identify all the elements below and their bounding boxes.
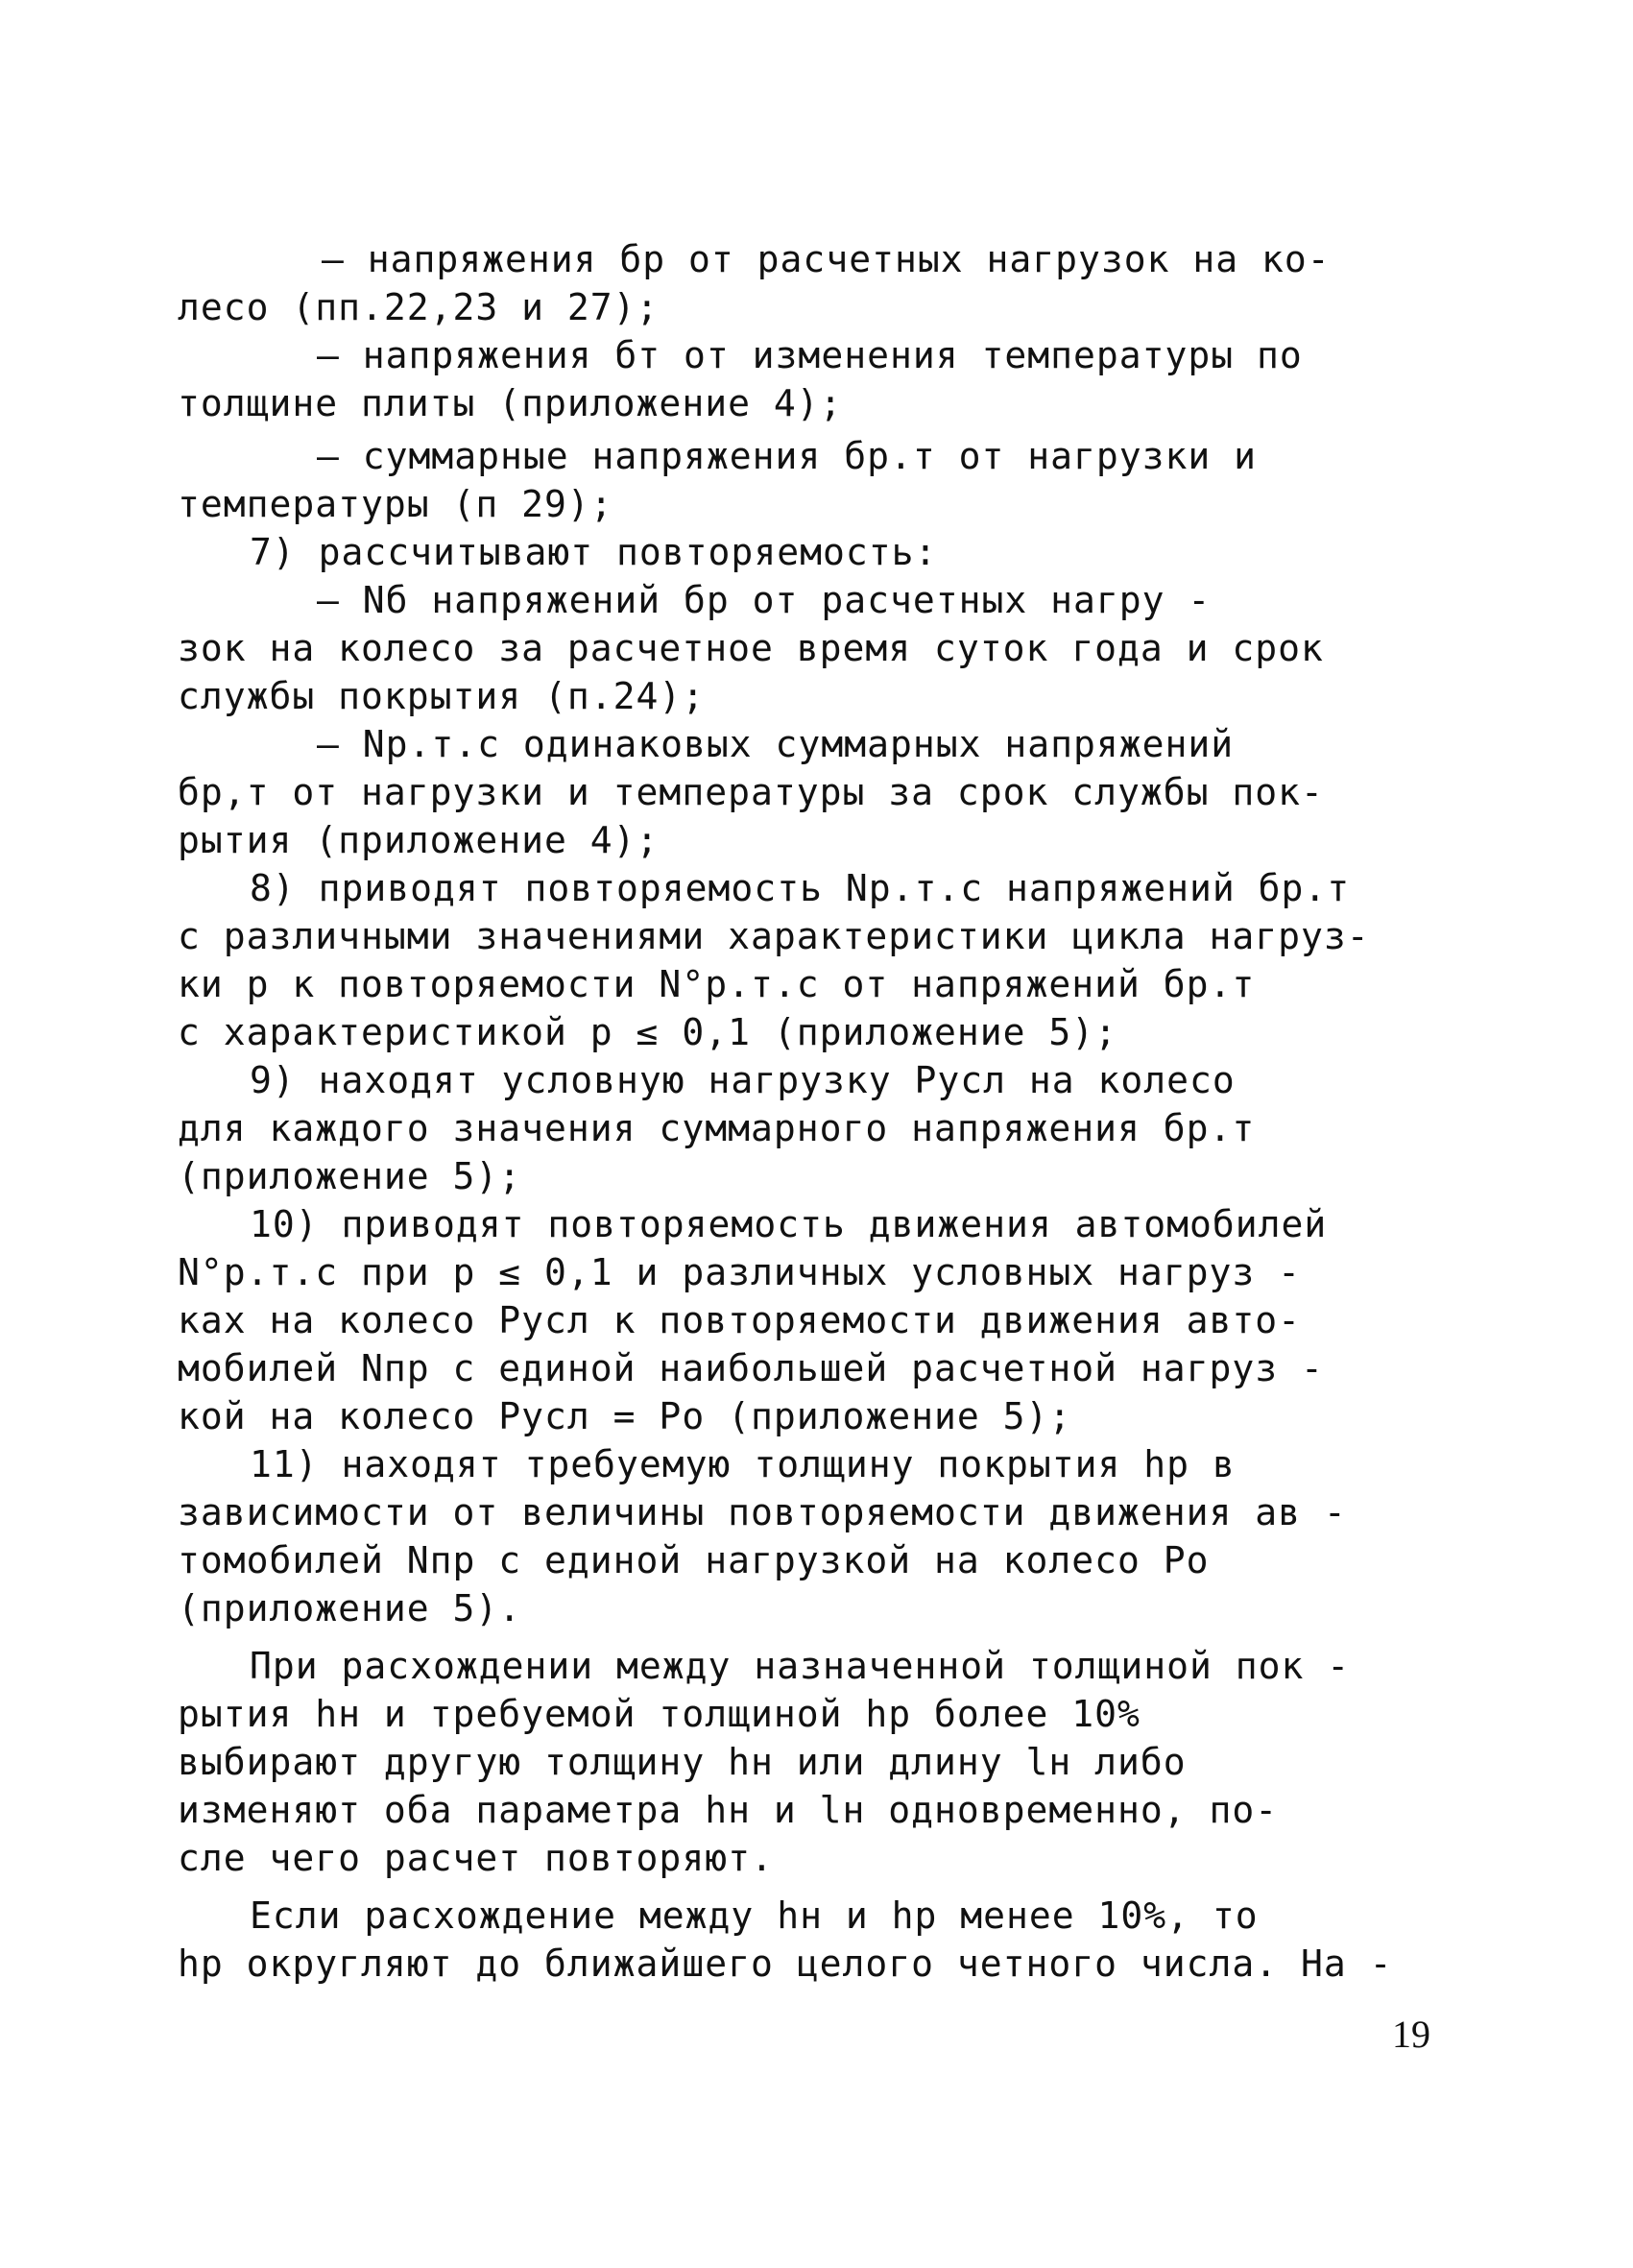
text-line: 9) находят условную нагрузку Русл на колесо <box>250 1059 1236 1101</box>
text-line: При расхождении между назначенной толщиной пок - <box>250 1645 1351 1687</box>
text-line: Если расхождение между hн и hр менее 10%, то <box>250 1894 1259 1937</box>
text-line: томобилей Nпр с единой нагрузкой на колесо Ро <box>178 1539 1210 1581</box>
text-line: с характеристикой р ≤ 0,1 (приложение 5); <box>178 1011 1117 1053</box>
text-line: зок на колесо за расчетное время суток года и срок <box>178 627 1324 669</box>
text-line: – Nб напряжений бр от расчетных нагру - <box>317 579 1212 621</box>
text-line: мобилей Nпр с единой наибольшей расчетной нагруз - <box>178 1347 1324 1389</box>
text-line: (приложение 5). <box>178 1587 522 1629</box>
text-line: – напряжения бр от расчетных нагрузок на ко- <box>322 238 1331 280</box>
text-line: лесо (пп.22,23 и 27); <box>178 286 660 328</box>
text-line: рытия (приложение 4); <box>178 819 660 861</box>
text-line: с различными значениями характеристики цикла нагруз- <box>178 915 1370 957</box>
text-line: ки р к повторяемости N°р.т.с от напряжений бр.т <box>178 963 1256 1005</box>
text-line: изменяют оба параметра hн и lн одновременно, по- <box>178 1789 1279 1831</box>
text-line: – Nр.т.с одинаковых суммарных напряжений <box>317 723 1235 765</box>
text-line: N°р.т.с при р ≤ 0,1 и различных условных нагруз - <box>178 1251 1302 1293</box>
text-line: температуры (п 29); <box>178 483 613 525</box>
text-line: выбирают другую толщину hн или длину lн либо <box>178 1741 1187 1783</box>
text-line: службы покрытия (п.24); <box>178 675 706 717</box>
text-line: 10) приводят повторяемость движения автомобилей <box>250 1203 1328 1245</box>
text-line: ках на колесо Русл к повторяемости движения авто- <box>178 1299 1302 1341</box>
text-line: кой на колесо Русл = Ро (приложение 5); <box>178 1395 1072 1437</box>
text-line: – суммарные напряжения бр.т от нагрузки и <box>317 435 1257 477</box>
text-line: hр округляют до ближайшего целого четного числа. На - <box>178 1942 1393 1985</box>
text-line: толщине плиты (приложение 4); <box>178 382 843 424</box>
text-line: бр,т от нагрузки и температуры за срок службы пок- <box>178 771 1324 813</box>
text-line: 11) находят требуемую толщину покрытия hр в <box>250 1443 1236 1485</box>
text-line: для каждого значения суммарного напряжения бр.т <box>178 1107 1256 1149</box>
text-line: 8) приводят повторяемость Nр.т.с напряжений бр.т <box>250 867 1351 909</box>
text-line: рытия hн и требуемой толщиной hр более 10% <box>178 1693 1141 1735</box>
page-number: 19 <box>1392 2013 1430 2056</box>
text-line: сле чего расчет повторяют. <box>178 1837 774 1879</box>
text-line: зависимости от величины повторяемости движения ав - <box>178 1491 1347 1533</box>
text-line: 7) рассчитывают повторяемость: <box>250 531 938 573</box>
text-line: (приложение 5); <box>178 1155 522 1197</box>
text-line: – напряжения бт от изменения температуры по <box>317 334 1303 376</box>
